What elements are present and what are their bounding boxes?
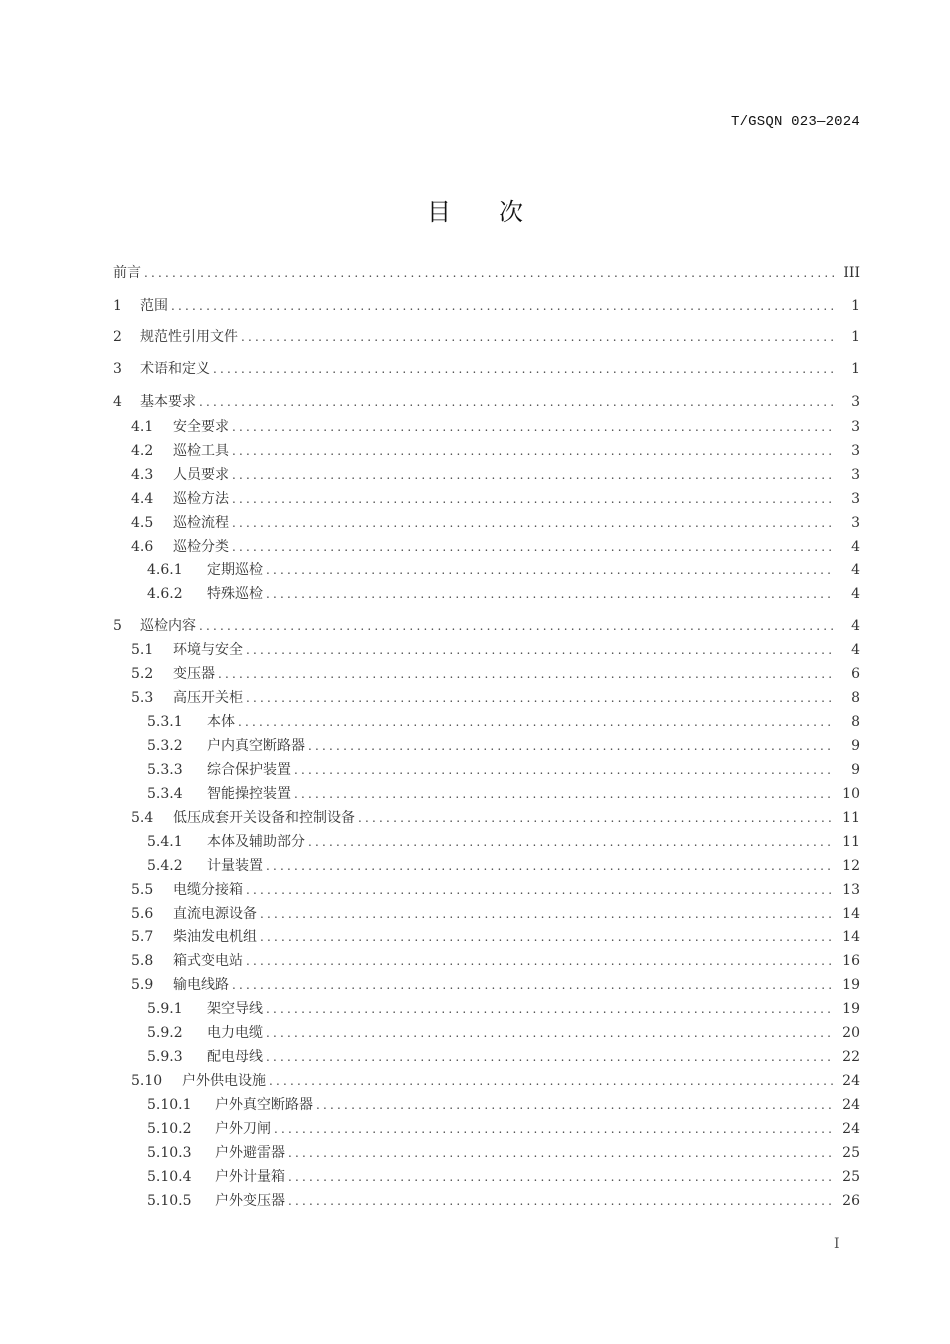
toc-entry-title: 环境与安全 (173, 642, 243, 658)
toc-entry-title: 直流电源设备 (173, 906, 257, 922)
toc-entry-number: 5.10.3 (147, 1145, 192, 1161)
toc-dot-leader (144, 262, 834, 284)
toc-entry-page: 14 (842, 906, 860, 922)
toc-entry-title: 安全要求 (173, 419, 229, 435)
toc-entry-title: 计量装置 (207, 858, 263, 874)
toc-dot-leader (232, 488, 834, 510)
toc-entry-number: 5.3.2 (147, 738, 183, 754)
toc-entry-page: 11 (842, 834, 860, 850)
toc-entry[interactable] (113, 1166, 860, 1188)
toc-entry-page: 4 (851, 586, 860, 602)
toc-entry-title: 巡检流程 (173, 515, 229, 531)
toc-dot-leader (288, 1142, 834, 1164)
toc-dot-leader (316, 1094, 834, 1116)
toc-entry-page: 11 (842, 810, 860, 826)
toc-entry-page: 25 (842, 1145, 860, 1161)
toc-entry-number: 4.6.2 (147, 586, 183, 602)
toc-dot-leader (246, 639, 834, 661)
toc-entry[interactable] (113, 583, 860, 605)
toc-entry-page: 9 (851, 762, 860, 778)
toc-entry-page: 3 (851, 394, 860, 410)
toc-entry-title: 电力电缆 (207, 1025, 263, 1041)
toc-entry[interactable] (113, 488, 860, 510)
document-code: T/GSQN 023—2024 (730, 114, 860, 130)
toc-entry-page: 20 (842, 1025, 860, 1041)
toc-entry-number: 4 (113, 394, 122, 410)
footer-page-number: I (834, 1236, 840, 1252)
title-char-2: 次 (499, 198, 523, 226)
toc-entry-title: 本体及辅助部分 (207, 834, 305, 850)
toc-entry-title: 电缆分接箱 (173, 882, 243, 898)
toc-entry-number: 5.10.5 (147, 1193, 192, 1209)
toc-entry-page: III (843, 265, 860, 281)
toc-dot-leader (266, 855, 834, 877)
toc-entry-title: 特殊巡检 (207, 586, 263, 602)
toc-entry-page: 1 (851, 361, 860, 377)
toc-entry-number: 1 (113, 298, 122, 314)
toc-dot-leader (232, 464, 834, 486)
toc-entry[interactable] (113, 391, 860, 413)
toc-entry-title: 巡检分类 (173, 539, 229, 555)
toc-entry-title: 前言 (113, 265, 141, 281)
toc-entry-number: 5.3.4 (147, 786, 183, 802)
toc-entry-number: 4.4 (131, 491, 154, 507)
toc-dot-leader (294, 759, 834, 781)
toc-entry[interactable] (113, 440, 860, 462)
toc-entry-number: 4.1 (131, 419, 154, 435)
toc-entry-page: 16 (842, 953, 860, 969)
toc-entry-title: 户外计量箱 (215, 1169, 285, 1185)
toc-entry-number: 4.2 (131, 443, 154, 459)
toc-entry-page: 8 (851, 714, 860, 730)
toc-entry-page: 4 (851, 642, 860, 658)
toc-dot-leader (358, 807, 834, 829)
toc-entry-title: 配电母线 (207, 1049, 263, 1065)
toc-entry[interactable] (113, 512, 860, 534)
toc-dot-leader (218, 663, 834, 685)
toc-entry[interactable] (113, 663, 860, 685)
toc-entry-number: 5.8 (131, 953, 154, 969)
toc-entry[interactable] (113, 783, 860, 805)
toc-dot-leader (274, 1118, 834, 1140)
toc-entry-page: 4 (851, 618, 860, 634)
toc-entry-page: 3 (851, 491, 860, 507)
toc-entry-number: 2 (113, 329, 122, 345)
toc-entry-title: 箱式变电站 (173, 953, 243, 969)
toc-entry-page: 24 (842, 1097, 860, 1113)
toc-entry[interactable] (113, 687, 860, 709)
toc-entry-number: 5.7 (131, 929, 154, 945)
toc-dot-leader (260, 903, 834, 925)
toc-entry-page: 3 (851, 419, 860, 435)
toc-entry[interactable] (113, 559, 860, 581)
toc-entry-number: 5.2 (131, 666, 154, 682)
toc-dot-leader (232, 440, 834, 462)
toc-dot-leader (308, 831, 834, 853)
toc-dot-leader (213, 358, 834, 380)
title-char-1: 目 (427, 198, 451, 226)
toc-entry-number: 4.6 (131, 539, 154, 555)
toc-entry-page: 24 (842, 1121, 860, 1137)
toc-entry-title: 智能操控装置 (207, 786, 291, 802)
toc-entry-page: 14 (842, 929, 860, 945)
toc-entry-page: 13 (842, 882, 860, 898)
toc-entry-title: 变压器 (173, 666, 215, 682)
toc-entry[interactable] (113, 1118, 860, 1140)
toc-entry-page: 19 (842, 1001, 860, 1017)
toc-entry[interactable] (113, 326, 860, 348)
toc-entry[interactable] (113, 262, 860, 284)
toc-entry-title: 术语和定义 (140, 361, 210, 377)
toc-entry-number: 5.10.1 (147, 1097, 192, 1113)
toc-dot-leader (232, 512, 834, 534)
toc-entry[interactable] (113, 1070, 860, 1092)
toc-entry-number: 5.4.2 (147, 858, 183, 874)
toc-entry-number: 5.4 (131, 810, 154, 826)
toc-entry-page: 22 (842, 1049, 860, 1065)
toc-entry-title: 高压开关柜 (173, 690, 243, 706)
toc-entry-title: 巡检内容 (140, 618, 196, 634)
toc-entry-title: 架空导线 (207, 1001, 263, 1017)
toc-entry-number: 5.1 (131, 642, 154, 658)
toc-entry-number: 5.6 (131, 906, 154, 922)
toc-entry[interactable] (113, 1142, 860, 1164)
toc-entry-number: 5.10 (131, 1073, 163, 1089)
toc-entry-number: 5.9.2 (147, 1025, 183, 1041)
toc-dot-leader (269, 1070, 834, 1092)
toc-entry-title: 柴油发电机组 (173, 929, 257, 945)
toc-entry[interactable] (113, 536, 860, 558)
toc-dot-leader (171, 295, 834, 317)
toc-entry-number: 4.6.1 (147, 562, 183, 578)
toc-entry-number: 3 (113, 361, 122, 377)
toc-entry-title: 户外供电设施 (182, 1073, 266, 1089)
toc-dot-leader (232, 416, 834, 438)
toc-entry-title: 规范性引用文件 (140, 329, 238, 345)
toc-entry[interactable] (113, 759, 860, 781)
toc-entry[interactable] (113, 1022, 860, 1044)
toc-entry-title: 综合保护装置 (207, 762, 291, 778)
toc-entry-title: 基本要求 (140, 394, 196, 410)
toc-entry-title: 户外避雷器 (215, 1145, 285, 1161)
toc-entry[interactable] (113, 615, 860, 637)
toc-entry[interactable] (113, 807, 860, 829)
toc-entry[interactable] (113, 926, 860, 948)
toc-entry-number: 5.9 (131, 977, 154, 993)
toc-entry-number: 5 (113, 618, 122, 634)
toc-entry-title: 输电线路 (173, 977, 229, 993)
toc-entry[interactable] (113, 295, 860, 317)
toc-entry-page: 1 (851, 329, 860, 345)
toc-entry[interactable] (113, 855, 860, 877)
toc-entry[interactable] (113, 903, 860, 925)
toc-entry-number: 5.5 (131, 882, 154, 898)
toc-entry-page: 9 (851, 738, 860, 754)
toc-dot-leader (266, 559, 834, 581)
toc-entry-title: 巡检方法 (173, 491, 229, 507)
toc-entry-title: 人员要求 (173, 467, 229, 483)
toc-entry-page: 24 (842, 1073, 860, 1089)
toc-entry[interactable] (113, 831, 860, 853)
toc-dot-leader (266, 583, 834, 605)
toc-dot-leader (308, 735, 834, 757)
toc-entry[interactable] (113, 358, 860, 380)
toc-entry[interactable] (113, 998, 860, 1020)
toc-entry-number: 5.4.1 (147, 834, 183, 850)
toc-entry-title: 户外真空断路器 (215, 1097, 313, 1113)
toc-entry-title: 定期巡检 (207, 562, 263, 578)
toc-entry-number: 5.3 (131, 690, 154, 706)
toc-entry-page: 8 (851, 690, 860, 706)
toc-entry[interactable] (113, 879, 860, 901)
toc-entry-page: 19 (842, 977, 860, 993)
toc-entry-title: 户内真空断路器 (207, 738, 305, 754)
toc-entry[interactable] (113, 735, 860, 757)
toc-entry-title: 本体 (207, 714, 235, 730)
toc-entry-page: 26 (842, 1193, 860, 1209)
toc-dot-leader (238, 711, 834, 733)
toc-dot-leader (232, 974, 834, 996)
toc-entry-page: 10 (842, 786, 860, 802)
toc-entry-title: 低压成套开关设备和控制设备 (173, 810, 355, 826)
toc-entry-title: 户外刀闸 (215, 1121, 271, 1137)
toc-entry-number: 4.5 (131, 515, 154, 531)
toc-entry-number: 5.3.1 (147, 714, 183, 730)
toc-dot-leader (199, 391, 834, 413)
toc-entry-title: 户外变压器 (215, 1193, 285, 1209)
toc-entry-number: 5.10.2 (147, 1121, 192, 1137)
toc-entry-page: 12 (842, 858, 860, 874)
toc-entry-number: 5.10.4 (147, 1169, 192, 1185)
toc-dot-leader (294, 783, 834, 805)
toc-entry-page: 3 (851, 467, 860, 483)
toc-dot-leader (260, 926, 834, 948)
toc-entry-page: 25 (842, 1169, 860, 1185)
toc-entry[interactable] (113, 950, 860, 972)
toc-entry-number: 5.9.1 (147, 1001, 183, 1017)
toc-dot-leader (288, 1166, 834, 1188)
toc-entry-page: 1 (851, 298, 860, 314)
toc-entry-title: 范围 (140, 298, 168, 314)
toc-entry-number: 5.3.3 (147, 762, 183, 778)
toc-entry[interactable] (113, 974, 860, 996)
toc-dot-leader (246, 687, 834, 709)
toc-entry-page: 3 (851, 515, 860, 531)
toc-dot-leader (288, 1190, 834, 1212)
toc-entry[interactable] (113, 1094, 860, 1116)
toc-entry[interactable] (113, 1046, 860, 1068)
toc-entry-number: 4.3 (131, 467, 154, 483)
toc-entry-title: 巡检工具 (173, 443, 229, 459)
toc-dot-leader (266, 1022, 834, 1044)
toc-entry-page: 4 (851, 562, 860, 578)
toc-entry[interactable] (113, 639, 860, 661)
toc-dot-leader (246, 879, 834, 901)
page-title (0, 192, 950, 227)
toc-dot-leader (241, 326, 834, 348)
toc-entry[interactable] (113, 416, 860, 438)
toc-dot-leader (246, 950, 834, 972)
toc-entry-page: 3 (851, 443, 860, 459)
toc-dot-leader (266, 998, 834, 1020)
toc-entry-page: 6 (851, 666, 860, 682)
toc-dot-leader (266, 1046, 834, 1068)
toc-entry[interactable] (113, 711, 860, 733)
toc-dot-leader (232, 536, 834, 558)
toc-entry[interactable] (113, 1190, 860, 1212)
toc-dot-leader (199, 615, 834, 637)
toc-entry-page: 4 (851, 539, 860, 555)
toc-entry-number: 5.9.3 (147, 1049, 183, 1065)
toc-entry[interactable] (113, 464, 860, 486)
